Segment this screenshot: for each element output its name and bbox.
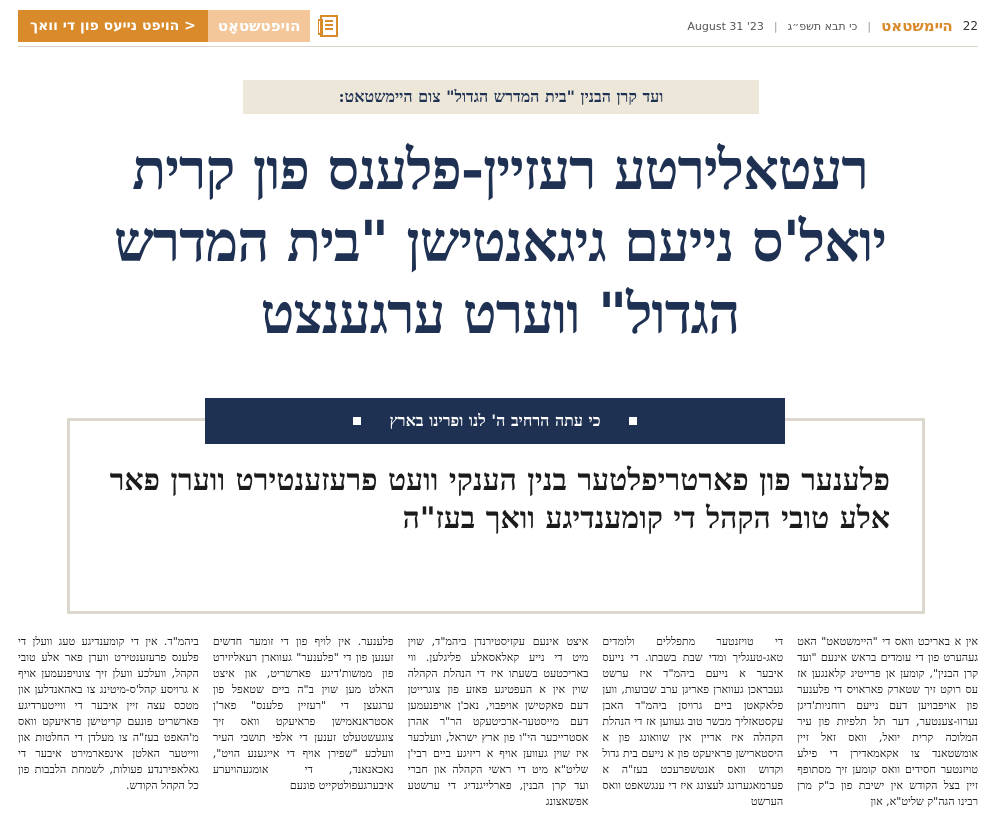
body-column	[797, 634, 978, 840]
article-kicker: ועד קרן הבנין "בית המדרש הגדול" צום היימשטאט:	[243, 80, 759, 114]
headline-line: הגדול" ווערט ערגענצט	[260, 281, 740, 347]
body-paragraph: איצט אינעם עקזיסטירנדן ביהמ"ד, שוין מיט די נייע קאלאסאלע פליגלען. ווי באריכטעט בשעתו איז די הנהלת הקהלה שוין אין א העפטיגע פאזע פון צוגרייטן דעם פאקטישן אויפבוי, נאכ'ן אויפנעמען דעם מייסטער-ארכיטעקט הר"ר אהרן אסטרייכער הי"ו פון ארץ ישראל, וועלכער איז שוין געווען אויף א ריזיגע ביים רבי'ן שליט"א מיט די ראשי הקהלה און חברי ועד קרן הבנין, פארלייגנדיג די ערשטע אפשאצונג	[407, 635, 589, 808]
body-column	[18, 634, 199, 840]
article-subhead: פלענער פון פארטריפלטער בנין הענקי וועט פרעזענטירט ווערן פאר אלע טובי הקהל די קומענדיגע וואך בעז"ה	[109, 463, 890, 536]
square-bullet-icon	[353, 417, 361, 425]
quote-banner	[205, 398, 785, 444]
section-name[interactable]: הויפטשטאָט	[208, 10, 311, 42]
hebrew-date: כי תבא תשפ״ג	[787, 19, 858, 33]
header-divider	[18, 46, 978, 47]
body-paragraph: אין א באריכט וואס די "היימשטאט" האט געהערט פון די עומדים בראש אינעם "ועד קרן הבנין", קומען אן פרייטיג קלאנגען אז עס רוקט זיך שטארק פאראויס די פלענער פון אויפבויען דעם נייעם רוחניות'דיגן נערוו-צענטער, דער תל תלפיות פון עיר המלוכה קרית יואל, וואס זאל זיין אומשטאנד צו אקאמאדירן די פילע טויזנטער חסידים וואס קומען זיך מסתופף זיין בצל הקודש אין ישיבת פון כ"ק מרן רבינו הגה"ק שליט"א, און	[797, 635, 978, 808]
article-body	[18, 634, 978, 840]
body-paragraph: ביהמ"ד. אין די קומענדיגע טעג וועלן די פלענס פרעזענטירט ווערן פאר אלע טובי הקהל, וועלכע וועלן זיך צונויפנעמען אויף א גרויסע קהל'ס-מיטינג צו באהאנדלען און מטכס עצה זיין איבער די ווייטערדיגע פארשריט פונעם קריטישן פראיעקט וואס מ'האפט בעז"ה צו מעלדן די החלטות און ווייטער האלטן אינפארמירט איבער די גאלאפירנדע פעולות, לשמחת הלבבות פון כל הקהל הקודש.	[18, 635, 199, 792]
body-paragraph: פלענער. אין לויף פון די זומער חדשים זענען פון די "פלענער" געווארן רעאליזירט פון ממשות'דיגע פארשריט, און איצט האלט מען שוין ב"ה ביים שטאפל פון ערגעצן די "רעזיין פלענס" פאר'ן אסטראנאמישן פראיעקט וואס זיך צוגעשטעלט זענען די אלפי תושבי העיר וועלכע "שפירן אויף די אייגענע הויט", נאכאנאנד, די אומגעהויערע איבערגעפולטקייט פונעם	[212, 635, 394, 792]
section-link[interactable]: < הויפט נייעס פון די וואך	[18, 10, 208, 42]
headline-line: יואל'ס נייעם גיגאנטישן "בית המדרש	[113, 209, 887, 275]
newspaper-icon	[314, 10, 344, 42]
body-column	[213, 634, 394, 840]
body-paragraph: די טויזנטער מתפללים ולומדים טאג-טעגליך ומדי שבת בשבתו. די נייעס איבער א נייעם ביהמ"ד איז ערשט געבראכן געווארן פאריגן ערב שבועות, ווען פלאקאטן ביים גרויסן ביהמ"ד האבן עקסטאזליך מבשר טוב געווען אז די הנהלת הקהלה איז אריין אין שוואונג פון א היסטארישן פראיעקט פון א נייעם בית גדול וקדוש וואס אנטשפרעכט בעז"ה א פערמאגערונג לעצונג איז די ענגשאפט וואס הערשט	[602, 635, 784, 808]
body-column	[408, 634, 589, 840]
header-separator: |	[867, 19, 872, 33]
headline-line: רעטאלירטע רעזיין-פלענס פון קרית	[132, 137, 868, 203]
banner-text: כי עתה הרחיב ה' לנו ופרינו בארץ	[389, 411, 601, 430]
article-headline	[60, 134, 940, 350]
english-date: August 31 '23	[687, 19, 764, 33]
header-separator: |	[773, 19, 778, 33]
header-meta	[687, 14, 978, 38]
page-header	[0, 0, 1000, 50]
body-column	[602, 634, 783, 840]
brand-logo: הײמשטאט	[881, 17, 953, 35]
page-number: 22	[962, 19, 978, 33]
section-tab	[18, 10, 344, 42]
square-bullet-icon	[629, 417, 637, 425]
